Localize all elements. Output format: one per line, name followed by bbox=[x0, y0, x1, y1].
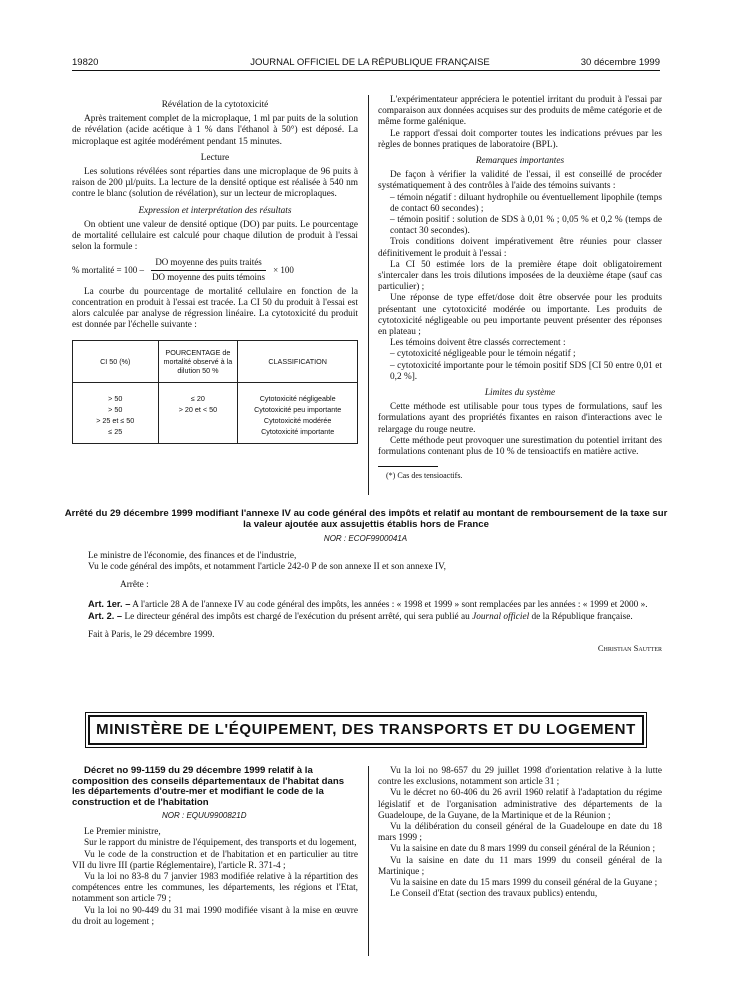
paragraph: Sur le rapport du ministre de l'équipement, des transports et du logement, bbox=[84, 838, 357, 849]
paragraph: Vu la loi no 98-657 du 29 juillet 1998 d'orientation relative à la lutte contre les exclusions, notamment son article 31 ; bbox=[378, 766, 662, 788]
section-heading-limites: Limites du système bbox=[484, 388, 556, 399]
article-label: Art. 1er. – bbox=[88, 598, 131, 609]
right-column bbox=[378, 95, 662, 482]
table-cell: Cytotoxicité négligeable bbox=[259, 393, 336, 403]
journal-officiel: Journal officiel bbox=[472, 611, 530, 622]
formula-denominator: DO moyenne des puits témoins bbox=[152, 271, 266, 282]
table-cell: Cytotoxicité modérée bbox=[263, 415, 332, 425]
paragraph: Vu la saisine en date du 11 mars 1999 du conseil général de la Martinique ; bbox=[378, 855, 662, 877]
table-cell: Cytotoxicité peu importante bbox=[254, 404, 342, 414]
journal-title: JOURNAL OFFICIEL DE LA RÉPUBLIQUE FRANÇAISE bbox=[250, 57, 490, 68]
paragraph: Cette méthode est utilisable pour tous types de formulations, sauf les formulations ayant des propriétés fixantes en raison d'interactions avec le relargage du rouge neutre. bbox=[378, 402, 662, 435]
list-item: – témoin positif : solution de SDS à 0,01 % ; 0,05 % et 0,2 % (temps de contact 30 secondes). bbox=[390, 215, 662, 237]
footnote: (*) Cas des tensioactifs. bbox=[386, 471, 463, 481]
paragraph: La courbe du pourcentage de mortalité cellulaire en fonction de la concentration en produit à l'essai est tracée. La CI 50 du produit à l'essai est alors calculée par analyse de régression linéaire. La cytotoxicité du produit est donnée par l'échelle suivante : bbox=[72, 286, 358, 331]
arrete-title: Arrêté du 29 décembre 1999 modifiant l'annexe IV au code général des impôts et relatif au montant de remboursement de la taxe sur la valeur ajoutée aux assujettis établis hors de France bbox=[64, 508, 668, 530]
paragraph: Vu le décret no 60-406 du 26 avril 1960 relatif à l'adaptation du régime législatif et de l'organisation administrative des départements de la Guadeloupe, de la Guyane, de la Martinique et de la Réunion ; bbox=[378, 788, 662, 821]
paragraph: Le ministre de l'économie, des finances et de l'industrie, bbox=[88, 551, 297, 561]
arrete-nor: NOR : ECOF9900041A bbox=[323, 534, 408, 543]
article-label: Art. 2. – bbox=[88, 610, 123, 621]
formula-lhs: % mortalité = 100 – bbox=[72, 264, 145, 275]
page-number: 19820 bbox=[72, 57, 99, 68]
decret-left-column bbox=[72, 766, 358, 928]
pct-cell bbox=[158, 382, 238, 443]
left-column bbox=[72, 95, 358, 444]
signature: Christian Sautter bbox=[597, 643, 662, 654]
paragraph: On obtient une valeur de densité optique (DO) par puits. Le pourcentage de mortalité cellulaire est calculé pour chaque dilution de produit à l'essai selon la formule : bbox=[72, 219, 358, 253]
section-heading-revelation: Révélation de la cytotoxicité bbox=[161, 100, 269, 110]
column-header: CLASSIFICATION bbox=[238, 340, 358, 382]
list-item: – cytotoxicité importante pour le témoin positif SDS [CI 50 entre 0,01 et 0,2 %]. bbox=[390, 360, 662, 382]
formula-rhs: × 100 bbox=[273, 264, 294, 275]
footnote-rule bbox=[378, 466, 438, 467]
paragraph: Cette méthode peut provoquer une surestimation du potentiel irritant des formulations contenant plus de 10 % de tensioactifs en matière active. bbox=[378, 435, 662, 458]
table-cell: > 50 bbox=[108, 404, 123, 414]
decret-nor: NOR : EQUU9900821D bbox=[162, 811, 247, 820]
paragraph: La CI 50 estimée lors de la première étape doit obligatoirement s'intercaler dans les trois dilutions imposées de la deuxième étape (sauf cas particulier) ; bbox=[378, 259, 662, 293]
header-rule bbox=[72, 70, 660, 71]
table-cell: > 50 bbox=[108, 393, 123, 403]
paragraph: Vu le code de la construction et de l'habitation et en particulier au titre VII du livre III (partie Réglementaire), l'article R. 371-4 ; bbox=[72, 849, 358, 871]
section-heading-expression: Expression et interprétation des résultats bbox=[138, 205, 292, 216]
article-1 bbox=[72, 599, 662, 611]
table-cell: ≤ 20 bbox=[190, 393, 205, 403]
article-text: A l'article 28 A de l'annexe IV au code général des impôts, les années : « 1998 et 1999 » sont remplacées par les années : « 1999 et 2000 ». bbox=[132, 599, 648, 610]
ministry-banner bbox=[88, 715, 644, 745]
column-header: POURCENTAGE de mortalité observé à la dilution 50 % bbox=[158, 340, 238, 382]
issue-date: 30 décembre 1999 bbox=[580, 57, 660, 68]
paragraph: Vu la loi no 83-8 du 7 janvier 1983 modifiée relative à la répartition des compétences entre les communes, les départements, les régions et l'Etat, notamment son article 79 ; bbox=[72, 872, 358, 905]
paragraph: Les solutions révélées sont réparties dans une microplaque de 96 puits à raison de 200 µl/puits. La lecture de la densité optique est réalisée à 540 nm contre le blanc (solution de révélation), sur un lecteur de microplaques. bbox=[72, 167, 358, 200]
fait-a-paris: Fait à Paris, le 29 décembre 1999. bbox=[88, 630, 215, 641]
column-divider bbox=[368, 766, 369, 956]
list-item: – cytotoxicité négligeable pour le témoin négatif ; bbox=[390, 349, 576, 360]
paragraph: Vu la saisine en date du 8 mars 1999 du conseil général de la Réunion ; bbox=[390, 844, 656, 855]
article-text: Le directeur général des impôts est chargé de l'exécution du présent arrêté, qui sera publié au bbox=[124, 611, 470, 622]
formula-numerator: DO moyenne des puits traités bbox=[151, 257, 265, 270]
arrete-word: Arrête : bbox=[120, 580, 149, 591]
paragraph: Une réponse de type effet/dose doit être observée pour les produits présentant une cytotoxicité modérée ou importante. Les produits de cytotoxicité négligeable ou peu importante peuvent présenter des réponses en plateau ; bbox=[378, 293, 662, 338]
decret-title: Décret no 99-1159 du 29 décembre 1999 relatif à la composition des conseils départementaux de l'habitat dans les départements d'outre-mer et modifiant le code de la construction et de l'habitation bbox=[72, 765, 345, 808]
column-divider bbox=[368, 95, 369, 495]
paragraph: Le Premier ministre, bbox=[84, 827, 161, 838]
table-cell: Cytotoxicité importante bbox=[261, 426, 335, 436]
decret-right-column bbox=[378, 766, 662, 900]
paragraph: Après traitement complet de la microplaque, 1 ml par puits de la solution de révélation (acide acétique à 1 % dans l'éthanol à 50°) est déposé. La microplaque est agitée modérément pendant 15 minutes. bbox=[72, 114, 358, 147]
paragraph: Trois conditions doivent impérativement être réunies pour classer définitivement le produit à l'essai : bbox=[378, 237, 662, 259]
paragraph: Le Conseil d'Etat (section des travaux publics) entendu, bbox=[390, 889, 598, 900]
table-cell: > 25 et ≤ 50 bbox=[96, 415, 135, 425]
section-heading-lecture: Lecture bbox=[200, 152, 230, 163]
column-header: CI 50 (%) bbox=[73, 340, 159, 382]
cytotoxicity-table-wrap bbox=[72, 340, 358, 444]
formula-fraction bbox=[148, 257, 269, 282]
paragraph: Le rapport d'essai doit comporter toutes les indications prévues par les règles de bonnes pratiques de laboratoire (BPL). bbox=[378, 128, 662, 150]
list-item: – témoin négatif : diluant hydrophile ou éventuellement lipophile (temps de contact 60 secondes) ; bbox=[390, 192, 662, 214]
ministry-title: MINISTÈRE DE L'ÉQUIPEMENT, DES TRANSPORTS ET DU LOGEMENT bbox=[96, 721, 636, 739]
paragraph: L'expérimentateur appréciera le potentiel irritant du produit à l'essai par comparaison aux données acquises sur des produits de même catégorie et de même forme galénique. bbox=[378, 95, 662, 128]
paragraph: De façon à vérifier la validité de l'essai, il est conseillé de procéder systématiquement à des contrôles à l'aide des témoins suivants : bbox=[378, 170, 662, 192]
paragraph: Les témoins doivent être classés correctement : bbox=[390, 338, 566, 349]
paragraph: Vu la saisine en date du 15 mars 1999 du conseil général de la Guyane ; bbox=[390, 878, 658, 889]
class-cell bbox=[238, 382, 358, 443]
article-text: de la République française. bbox=[531, 611, 633, 622]
table-cell: > 20 et < 50 bbox=[178, 404, 218, 414]
arrete-body bbox=[72, 551, 662, 654]
paragraph: Vu la loi no 90-449 du 31 mai 1990 modifiée visant à la mise en œuvre du droit au logement ; bbox=[72, 905, 358, 927]
mortality-formula bbox=[72, 257, 358, 282]
section-heading-remarques: Remarques importantes bbox=[475, 156, 565, 167]
paragraph: Vu la délibération du conseil général de la Guadeloupe en date du 18 mars 1999 ; bbox=[378, 822, 662, 844]
table-cell: ≤ 25 bbox=[108, 426, 123, 436]
paragraph: Vu le code général des impôts, et notamment l'article 242-0 P de son annexe II et son annexe IV, bbox=[88, 562, 446, 573]
cytotoxicity-table bbox=[72, 340, 358, 444]
article-2 bbox=[72, 611, 662, 623]
ci-cell bbox=[73, 382, 159, 443]
